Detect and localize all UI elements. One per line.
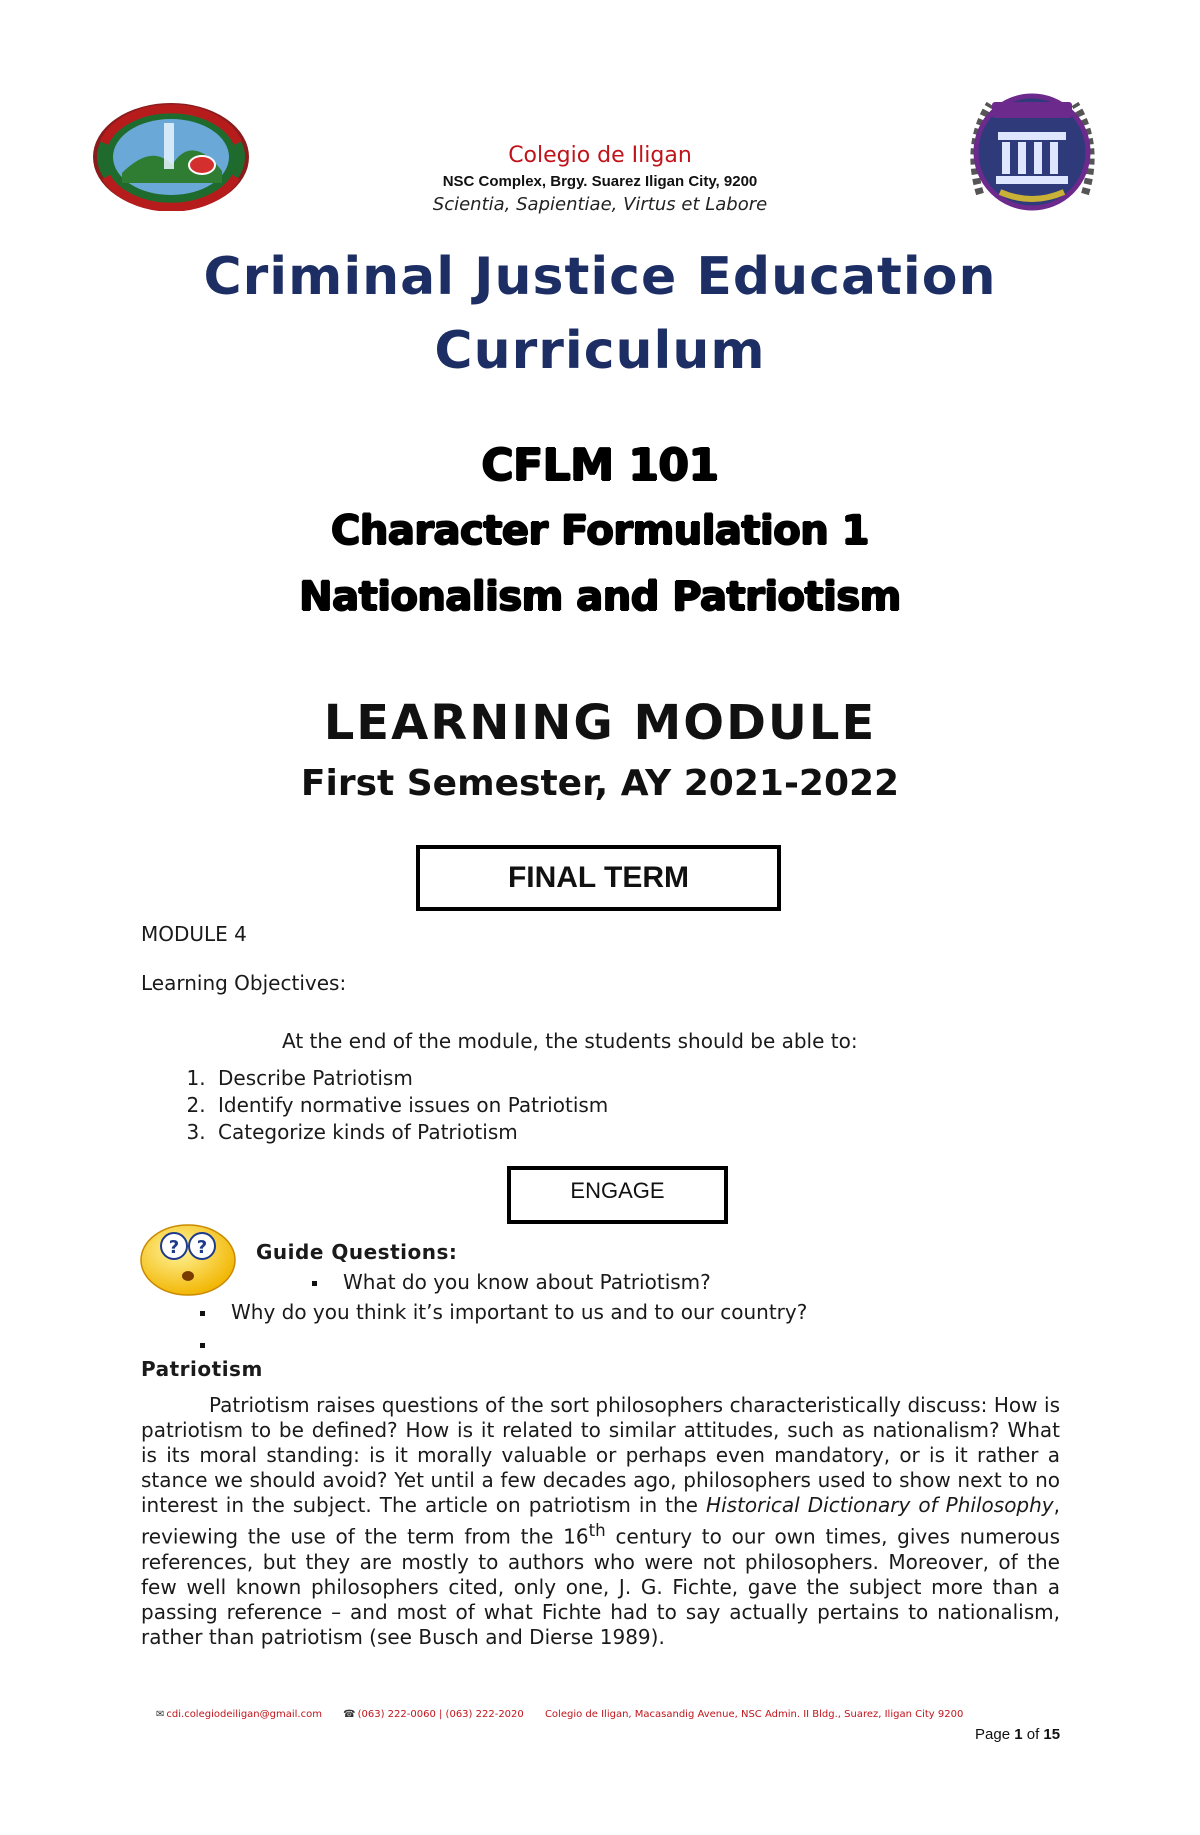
module-label: MODULE 4 [141, 922, 247, 946]
objectives-intro: At the end of the module, the students should be able to: [282, 1029, 858, 1053]
page-number [975, 1726, 1060, 1743]
footer-contacts [156, 1709, 981, 1720]
objectives-label: Learning Objectives: [141, 971, 347, 995]
curriculum-title [0, 240, 1200, 388]
svg-text:?: ? [196, 1237, 208, 1258]
bullet-icon [312, 1281, 317, 1286]
bullet-icon [200, 1343, 205, 1348]
envelope-icon: ✉ [156, 1709, 165, 1720]
page-total: 15 [1043, 1726, 1061, 1743]
guide-question-item [200, 1300, 807, 1324]
paragraph-text: century to our own times, gives numerous references, but they are mostly to authors who were not philosophers. Moreover, of the few well known philosophers cited, only one, J. G. Fichte, gave the subject more than a passing reference – and most of what Fichte had to say actually pertains to nationalism, rather than patriotism (see Busch and Dierse 1989). [141, 1524, 1060, 1649]
objective-item: 1. Describe Patriotism [212, 1065, 608, 1092]
paragraph-text: Patriotism raises questions of the sort philosophers characteristically discuss: How is patriotism to be defined? How is it related to similar attitudes, such as nationalism? What is its moral standing: is it morally valuable or perhaps even mandatory, or is it rather a stance we should avoid? Yet until a few decades ago, philosophers used to show next to no interest in the subject. The article on patriotism in the [141, 1393, 1060, 1517]
section-heading: Patriotism [141, 1357, 263, 1381]
college-name: Colegio de Iligan [508, 143, 692, 168]
guide-question-text: What do you know about Patriotism? [343, 1270, 711, 1294]
footer-phone: (063) 222-0060 | (063) 222-2020 [357, 1709, 524, 1720]
book-title: Historical Dictionary of Philosophy [706, 1493, 1054, 1517]
page-prefix: Page [975, 1726, 1011, 1743]
paragraph-text: , reviewing the use of the term from the 16 [141, 1493, 1060, 1549]
objective-item: 3. Categorize kinds of Patriotism [212, 1119, 608, 1146]
page-current: 1 [1014, 1726, 1023, 1743]
college-address: NSC Complex, Brgy. Suarez Iligan City, 9200 [442, 173, 758, 190]
guide-questions-label: Guide Questions: [256, 1240, 458, 1264]
svg-text:?: ? [168, 1237, 180, 1258]
guide-question-item [312, 1270, 711, 1294]
engage-box: ENGAGE [507, 1166, 728, 1224]
objective-item: 2. Identify normative issues on Patriotism [212, 1092, 608, 1119]
confused-face-icon [138, 1218, 238, 1296]
footer-email[interactable]: cdi.colegiodeiligan@gmail.com [166, 1709, 322, 1720]
bullet-icon [200, 1311, 205, 1316]
page-of: of [1026, 1726, 1040, 1743]
footer-address: Colegio de Iligan, Macasandig Avenue, NSC Admin. II Bldg., Suarez, Iligan City 9200 [544, 1709, 964, 1720]
guide-question-text: Why do you think it’s important to us and to our country? [231, 1300, 808, 1324]
course-subtitle: Nationalism and Patriotism [299, 574, 901, 620]
module-type-heading: LEARNING MODULE [323, 695, 877, 751]
college-motto: Scientia, Sapientiae, Virtus et Labore [432, 194, 768, 215]
course-title: Character Formulation 1 [331, 508, 869, 554]
course-code: CFLM 101 [481, 440, 719, 491]
body-paragraph [141, 1393, 1060, 1650]
guide-question-item [200, 1332, 231, 1356]
objectives-list [176, 1065, 608, 1146]
curriculum-title-line2: Curriculum [434, 321, 766, 381]
curriculum-title-line1: Criminal Justice Education [203, 247, 997, 307]
semester-heading: First Semester, AY 2021-2022 [300, 763, 900, 804]
final-term-box: FINAL TERM [416, 845, 781, 911]
ordinal-suffix: th [588, 1521, 606, 1540]
phone-icon: ☎ [343, 1709, 356, 1720]
